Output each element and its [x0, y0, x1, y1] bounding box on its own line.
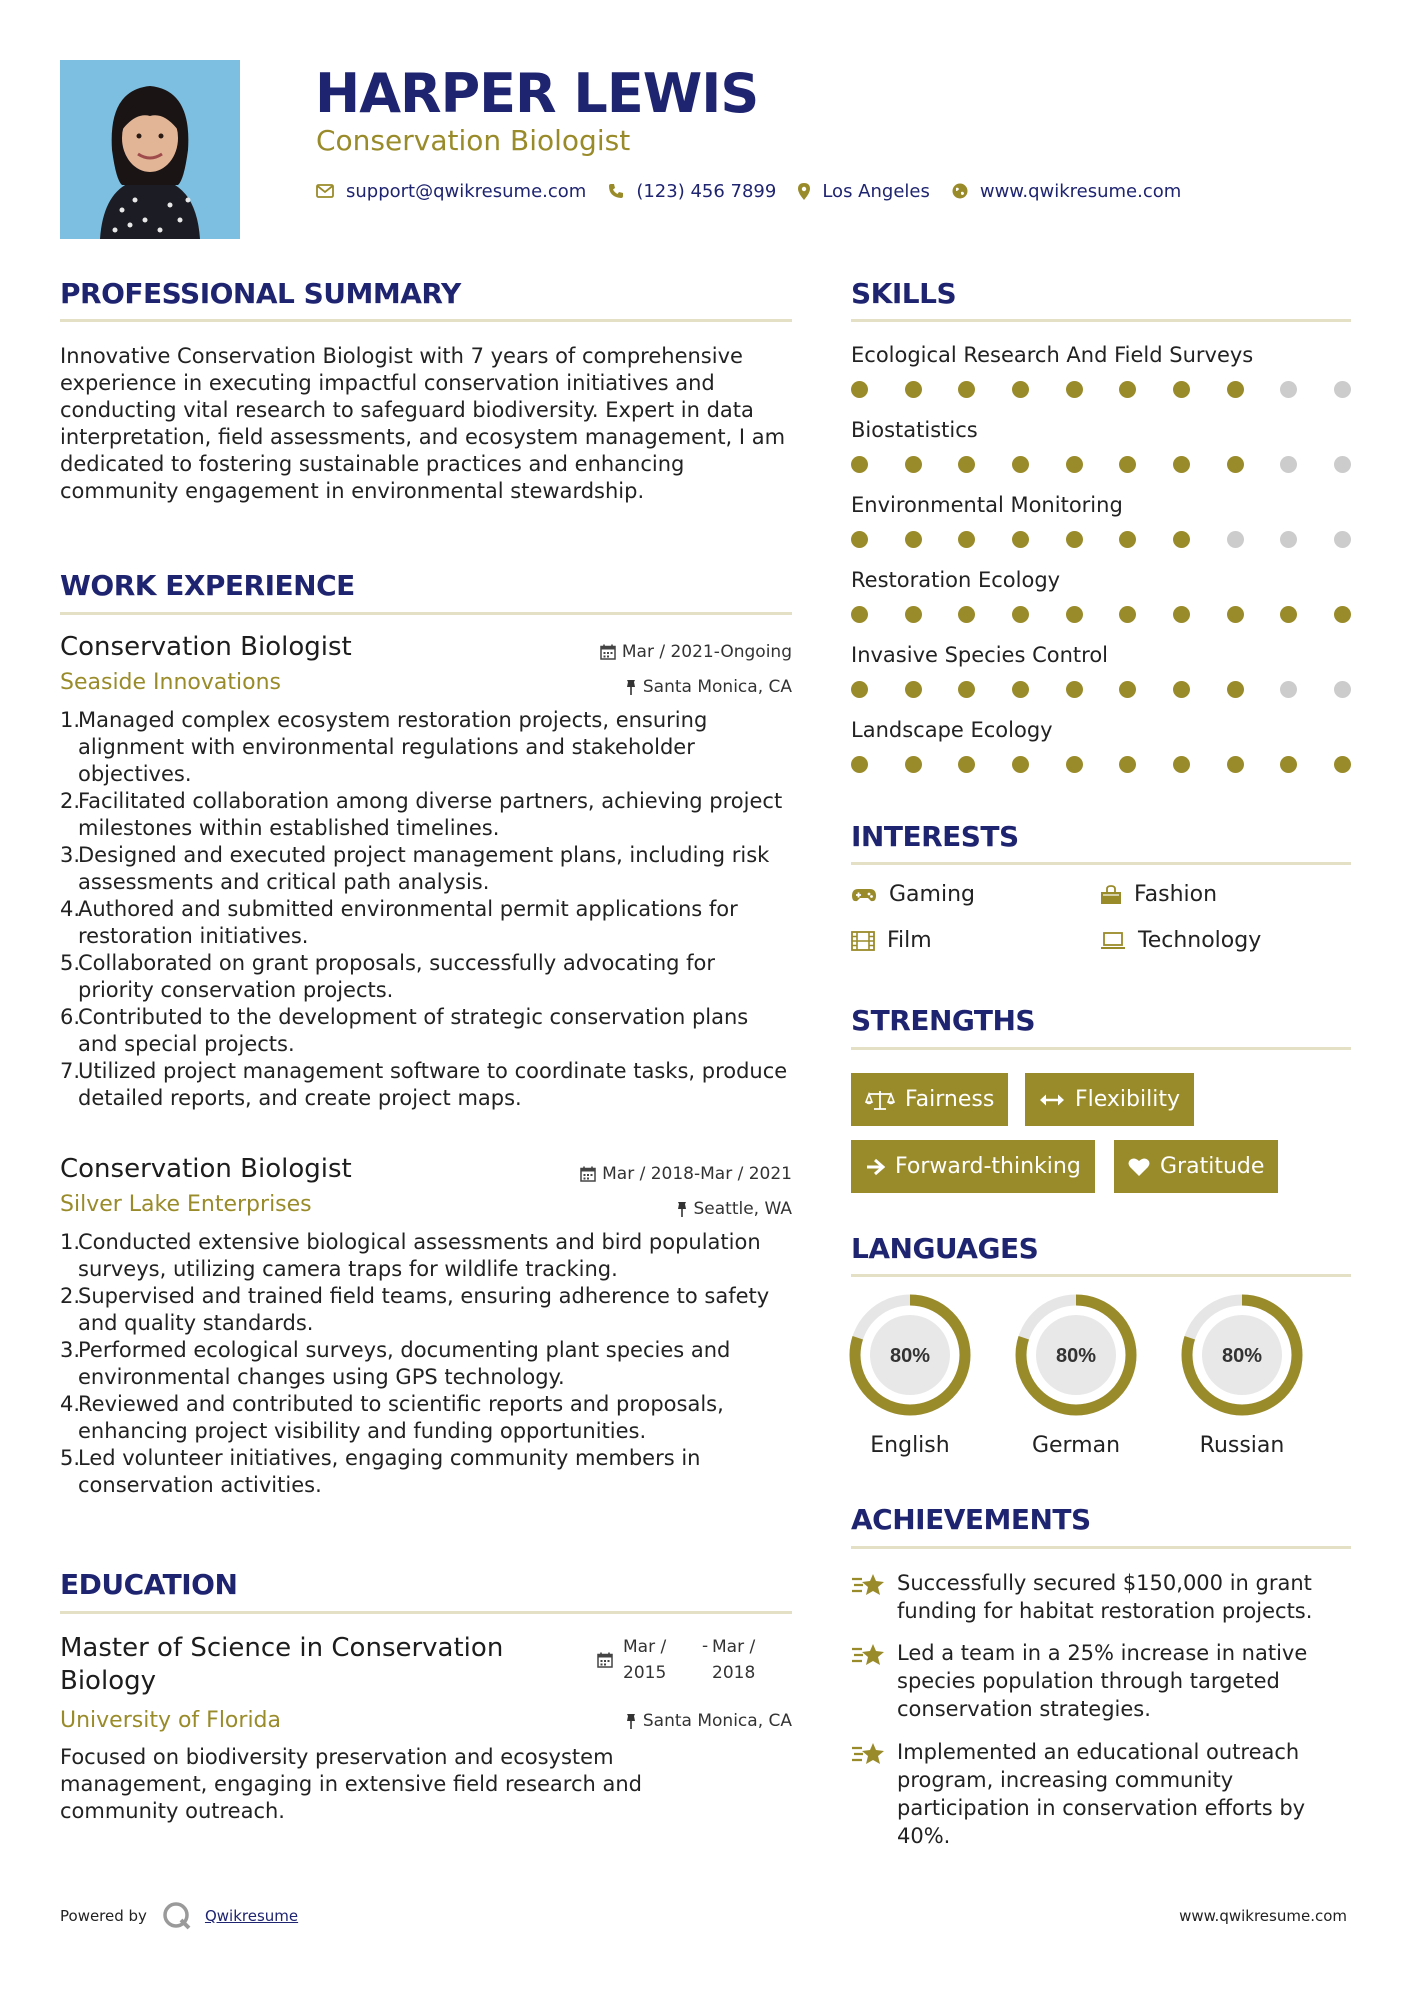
skill-dot-filled	[1066, 756, 1083, 773]
contact-email[interactable]	[316, 181, 586, 202]
job-entry-2	[60, 1154, 792, 1499]
qwikresume-link[interactable]: Qwikresume	[204, 1907, 299, 1925]
skill-dot-filled	[905, 531, 922, 548]
job-bullet: 5.Led volunteer initiatives, engaging community members in conservation activities.	[60, 1446, 701, 1497]
skill-dot-filled	[1066, 531, 1083, 548]
language-percent: 80%	[889, 1345, 931, 1367]
skill-dot-filled	[851, 381, 868, 398]
strength-badge	[851, 1073, 1008, 1126]
skill-dot-empty	[1334, 531, 1351, 548]
strength-badge	[1025, 1073, 1194, 1126]
skill-dot-filled	[1012, 606, 1029, 623]
balance-scale-icon	[865, 1089, 895, 1111]
strengths-title: STRENGTHS	[851, 1004, 1036, 1037]
language-name: Russian	[1199, 1433, 1285, 1458]
interest-item	[851, 928, 932, 953]
contact-website[interactable]	[952, 181, 1181, 202]
skill-dot-filled	[1012, 531, 1029, 548]
language-percent: 80%	[1221, 1345, 1263, 1367]
pin-icon	[625, 679, 637, 695]
language-item	[1180, 1293, 1304, 1458]
website-text: www.qwikresume.com	[979, 180, 1182, 202]
summary-divider	[60, 319, 792, 322]
skill-rating	[851, 456, 1351, 474]
job-bullet: 3.Designed and executed project management plans, including risk assessments and critical path analysis.	[60, 843, 770, 894]
interests-title: INTERESTS	[851, 820, 1019, 853]
education-location-text: Santa Monica, CA	[642, 1711, 792, 1731]
skill-dot-filled	[1066, 681, 1083, 698]
shooting-star-icon	[851, 1641, 887, 1669]
language-ring	[848, 1293, 972, 1417]
job-bullets	[60, 1229, 792, 1499]
skill-dot-filled	[1173, 681, 1190, 698]
arrows-horizontal-icon	[1039, 1093, 1065, 1107]
job-bullet: 6.Contributed to the development of strategic conservation plans and special projects.	[60, 1005, 749, 1056]
skill-dot-filled	[1119, 531, 1136, 548]
skill-item	[851, 493, 1351, 517]
skill-label: Invasive Species Control	[851, 643, 1109, 667]
achievement-text: Successfully secured $150,000 in grant funding for habitat restoration projects.	[897, 1571, 1313, 1623]
summary-text: Innovative Conservation Biologist with 7 years of comprehensive experience in executing impactful conservation initiatives and conducting vital research to safeguard biodiversity. Expert in data interpretation, field assessments, and ecosystem management, I am dedicated to fostering sustainable practices and enhancing community engagement in environmental stewardship.	[60, 344, 786, 503]
education-location	[625, 1711, 792, 1731]
phone-icon	[608, 183, 624, 199]
skill-dot-filled	[958, 381, 975, 398]
interest-label: Film	[887, 928, 932, 953]
candidate-role: Conservation Biologist	[316, 124, 631, 157]
work-divider	[60, 612, 792, 615]
skill-dot-filled	[1012, 381, 1029, 398]
skill-dot-filled	[905, 381, 922, 398]
skill-dot-filled	[1173, 381, 1190, 398]
arrow-right-icon	[865, 1158, 885, 1176]
skill-dot-empty	[1334, 381, 1351, 398]
skill-label: Biostatistics	[851, 418, 978, 442]
education-description: Focused on biodiversity preservation and ecosystem management, engaging in extensive field research and community outreach.	[60, 1745, 643, 1823]
language-name: English	[870, 1433, 950, 1458]
languages-divider	[851, 1274, 1351, 1277]
degree-title: Master of Science in Conservation Biology	[60, 1633, 504, 1696]
shooting-star-icon	[851, 1571, 887, 1599]
skill-dot-filled	[1173, 531, 1190, 548]
calendar-icon	[600, 644, 616, 660]
language-percent: 80%	[1055, 1345, 1097, 1367]
achievement-item	[851, 1639, 1351, 1723]
phone-text: (123) 456 7899	[636, 180, 777, 202]
job-bullet: 5.Collaborated on grant proposals, successfully advocating for priority conservation projects.	[60, 951, 716, 1002]
strength-label: Flexibility	[1075, 1087, 1180, 1112]
skill-dot-filled	[1280, 606, 1297, 623]
skill-dot-empty	[1280, 456, 1297, 473]
skill-dot-filled	[958, 681, 975, 698]
job-dates	[600, 642, 792, 662]
contact-location	[798, 181, 930, 202]
skill-dot-filled	[905, 456, 922, 473]
skill-label: Landscape Ecology	[851, 718, 1053, 742]
skill-dot-filled	[1012, 681, 1029, 698]
film-icon	[851, 931, 875, 951]
location-text: Los Angeles	[822, 180, 930, 202]
skill-rating	[851, 531, 1351, 549]
skill-dot-filled	[1119, 681, 1136, 698]
school-name: University of Florida	[60, 1708, 281, 1733]
shopping-bag-icon	[1100, 885, 1122, 905]
interest-label: Technology	[1138, 928, 1262, 953]
education-title: EDUCATION	[60, 1568, 238, 1601]
skill-item	[851, 418, 1351, 442]
skill-rating	[851, 606, 1351, 624]
skill-dot-filled	[1066, 381, 1083, 398]
skill-dot-empty	[1334, 681, 1351, 698]
email-text: support@qwikresume.com	[346, 180, 587, 202]
interest-label: Fashion	[1134, 882, 1218, 907]
skill-rating	[851, 756, 1351, 774]
laptop-icon	[1100, 932, 1126, 950]
skill-dot-filled	[958, 456, 975, 473]
job-company: Silver Lake Enterprises	[60, 1192, 312, 1217]
job-location-text: Santa Monica, CA	[642, 677, 792, 697]
skill-dot-filled	[1012, 456, 1029, 473]
skill-dot-filled	[905, 606, 922, 623]
language-ring	[1014, 1293, 1138, 1417]
skills-title: SKILLS	[851, 277, 957, 310]
skill-dot-filled	[1334, 756, 1351, 773]
profile-photo	[60, 60, 240, 239]
skill-dot-filled	[1173, 606, 1190, 623]
date-separator: -	[702, 1636, 709, 1656]
skill-dot-filled	[851, 456, 868, 473]
strength-label: Fairness	[905, 1087, 995, 1112]
skill-dot-filled	[905, 756, 922, 773]
map-marker-icon	[798, 183, 810, 200]
job-company: Seaside Innovations	[60, 670, 281, 695]
achievement-item	[851, 1738, 1351, 1850]
skill-dot-filled	[1280, 756, 1297, 773]
skill-rating	[851, 381, 1351, 399]
skill-dot-filled	[1227, 681, 1244, 698]
achievement-text: Implemented an educational outreach program, increasing community participation in conservation efforts by 40%.	[897, 1740, 1306, 1848]
calendar-icon	[580, 1166, 596, 1182]
language-name: German	[1031, 1433, 1121, 1458]
strength-badge	[1114, 1140, 1278, 1193]
skill-dot-filled	[958, 606, 975, 623]
candidate-name: HARPER LEWIS	[315, 62, 759, 125]
skill-dot-filled	[1227, 381, 1244, 398]
skill-dot-filled	[1227, 456, 1244, 473]
skill-dot-empty	[1280, 381, 1297, 398]
skill-label: Ecological Research And Field Surveys	[851, 343, 1254, 367]
skill-dot-empty	[1280, 681, 1297, 698]
skill-item	[851, 343, 1351, 367]
job-bullet: 4.Authored and submitted environmental permit applications for restoration initiatives.	[60, 897, 738, 948]
footer-site[interactable]: www.qwikresume.com	[1179, 1907, 1347, 1925]
skill-dot-filled	[851, 681, 868, 698]
job-title: Conservation Biologist	[60, 632, 352, 662]
job-location	[676, 1199, 793, 1219]
skill-item	[851, 568, 1351, 592]
interest-label: Gaming	[889, 882, 975, 907]
qwikresume-logo-icon	[161, 1900, 193, 1932]
skill-dot-filled	[1173, 456, 1190, 473]
contact-phone[interactable]	[608, 181, 776, 202]
achievements-title: ACHIEVEMENTS	[851, 1503, 1091, 1536]
job-dates-text: Mar / 2018-Mar / 2021	[602, 1164, 792, 1184]
pin-icon	[676, 1201, 688, 1217]
interest-item	[1100, 882, 1217, 907]
interest-item	[1100, 928, 1261, 953]
job-bullet: 7.Utilized project management software to coordinate tasks, produce detailed reports, and create project maps.	[60, 1059, 788, 1110]
skill-dot-filled	[1119, 756, 1136, 773]
skill-item	[851, 643, 1351, 667]
interest-item	[851, 882, 975, 907]
skill-dot-filled	[851, 606, 868, 623]
skill-dot-filled	[1119, 606, 1136, 623]
skill-dot-empty	[1227, 531, 1244, 548]
work-title: WORK EXPERIENCE	[60, 569, 355, 602]
footer-branding	[60, 1900, 298, 1932]
strength-label: Forward-thinking	[895, 1154, 1081, 1179]
skill-dot-empty	[1334, 456, 1351, 473]
interests-divider	[851, 862, 1351, 865]
language-item	[1014, 1293, 1138, 1458]
calendar-icon	[597, 1652, 613, 1672]
skill-dot-filled	[1227, 756, 1244, 773]
skill-dot-empty	[1280, 531, 1297, 548]
job-title: Conservation Biologist	[60, 1154, 352, 1184]
job-dates	[580, 1164, 792, 1184]
skill-label: Restoration Ecology	[851, 568, 1061, 592]
strengths-divider	[851, 1047, 1351, 1050]
pin-icon	[625, 1713, 637, 1729]
strength-label: Gratitude	[1160, 1154, 1265, 1179]
skill-dot-filled	[958, 531, 975, 548]
education-start: Mar / 2015	[623, 1637, 667, 1683]
job-entry-1	[60, 632, 792, 1112]
job-bullet: 3.Performed ecological surveys, documenting plant species and environmental changes using GPS technology.	[60, 1338, 731, 1389]
skill-dot-filled	[958, 756, 975, 773]
skill-dot-filled	[1119, 381, 1136, 398]
skill-dot-filled	[851, 531, 868, 548]
skill-dot-filled	[1227, 606, 1244, 623]
skill-dot-filled	[1119, 456, 1136, 473]
skill-dot-filled	[1066, 456, 1083, 473]
job-location-text: Seattle, WA	[693, 1199, 792, 1219]
skill-dot-filled	[1012, 756, 1029, 773]
achievements-divider	[851, 1546, 1351, 1549]
skill-dot-filled	[1066, 606, 1083, 623]
skill-label: Environmental Monitoring	[851, 493, 1123, 517]
summary-title: PROFESSIONAL SUMMARY	[60, 277, 461, 310]
envelope-icon	[316, 184, 334, 198]
achievement-item	[851, 1569, 1351, 1625]
skills-divider	[851, 319, 1351, 322]
skill-dot-filled	[851, 756, 868, 773]
skill-dot-filled	[1334, 606, 1351, 623]
language-item	[848, 1293, 972, 1458]
job-dates-text: Mar / 2021-Ongoing	[621, 642, 792, 662]
job-bullet: 2.Supervised and trained field teams, ensuring adherence to safety and quality standards.	[60, 1284, 770, 1335]
skill-dot-filled	[1173, 756, 1190, 773]
strength-badge	[851, 1140, 1095, 1193]
education-divider	[60, 1611, 792, 1614]
globe-icon	[952, 183, 968, 199]
skill-rating	[851, 681, 1351, 699]
gamepad-icon	[851, 887, 877, 903]
job-location	[625, 677, 792, 697]
language-ring	[1180, 1293, 1304, 1417]
education-end: Mar / 2018	[712, 1637, 756, 1683]
achievement-text: Led a team in a 25% increase in native species population through targeted conservation strategies.	[897, 1641, 1308, 1721]
job-bullets	[60, 707, 792, 1112]
job-bullet: 1.Conducted extensive biological assessments and bird population surveys, utilizing camera traps for wildlife tracking.	[60, 1230, 761, 1281]
powered-by-text: Powered by	[60, 1907, 147, 1925]
shooting-star-icon	[851, 1740, 887, 1768]
skill-dot-filled	[905, 681, 922, 698]
contact-bar	[316, 180, 1203, 202]
skill-item	[851, 718, 1351, 742]
job-bullet: 4.Reviewed and contributed to scientific reports and proposals, enhancing project visibility and funding opportunities.	[60, 1392, 724, 1443]
job-bullet: 1.Managed complex ecosystem restoration projects, ensuring alignment with environmental regulations and stakeholder objectives.	[60, 708, 708, 786]
heart-icon	[1128, 1157, 1150, 1177]
languages-title: LANGUAGES	[851, 1232, 1039, 1265]
job-bullet: 2.Facilitated collaboration among diverse partners, achieving project milestones within established timelines.	[60, 789, 783, 840]
